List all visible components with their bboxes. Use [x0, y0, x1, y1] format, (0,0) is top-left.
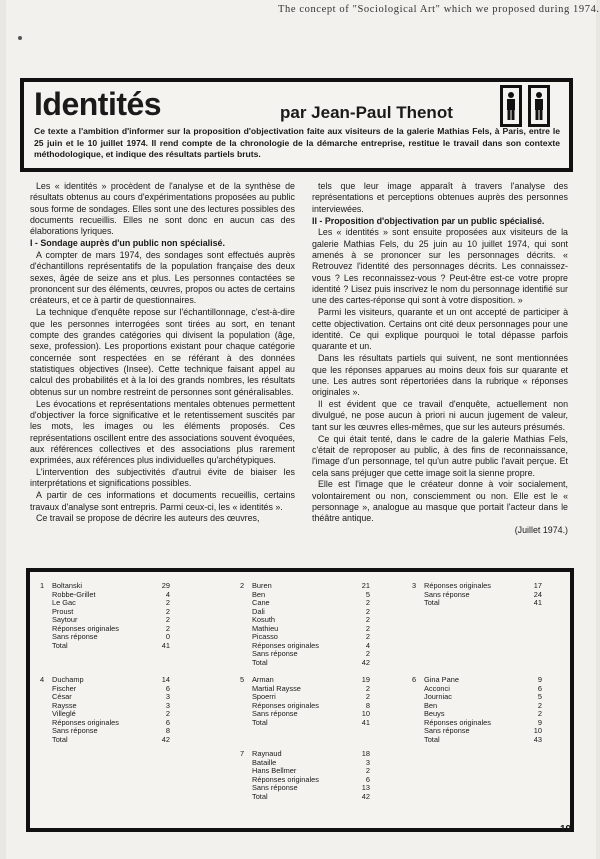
table-row-label: Sans réponse	[52, 632, 98, 642]
table-row-value: 2	[165, 598, 170, 608]
table-row-label: Beuys	[424, 709, 445, 719]
table-row-label: Mathieu	[252, 623, 279, 633]
table-row-label: Picasso	[252, 632, 278, 642]
table-row-label: Kosuth	[252, 615, 276, 625]
table-row-label: Cane	[252, 598, 270, 608]
table-row-value: 6	[165, 717, 170, 727]
results-tables	[26, 568, 574, 832]
date-note: (Juillet 1974.)	[514, 525, 568, 536]
table-row-label: Sans réponse	[252, 709, 298, 719]
table-row-value: 2	[537, 709, 542, 719]
table-row-label: Total	[252, 717, 268, 727]
table-row-label: Sans réponse	[52, 726, 98, 736]
table-row-label: Fischer	[52, 683, 77, 693]
table-row-value: 42	[361, 657, 370, 667]
table-row-value: 24	[533, 589, 542, 599]
table-row-label: Réponses originales	[52, 717, 119, 727]
table-row-label: Dali	[252, 606, 265, 616]
article-author: par Jean-Paul Thenot	[280, 103, 453, 122]
margin-dot	[18, 36, 22, 40]
table-row-label: Sans réponse	[424, 726, 470, 736]
table-row-label: Spoerri	[252, 692, 276, 702]
table-row-value: 3	[165, 700, 170, 710]
paragraph: L'intervention des subjectivités d'autrui évite de biaiser les interprétations et significations possibles.	[30, 467, 295, 489]
table-row-value: 19	[361, 675, 370, 684]
table-row-value: 9	[537, 675, 542, 684]
table-row-value: 2	[365, 766, 370, 776]
table-row-label: Acconci	[424, 683, 450, 693]
paragraph: Ce qui était tenté, dans le cadre de la galerie Mathias Fels, c'était de reproposer au public, à des fins de reconnaissance, l'image d'un personnage, tel qu'un autre public l'avait perçue. Et cela sans préjuger que cette image soit la sienne propre.	[312, 433, 568, 478]
table-row-value: 2	[365, 649, 370, 659]
paragraph: tels que leur image apparaît à travers l'analyse des représentations et perceptions obtenues auprès des personnes interviewées.	[312, 181, 568, 214]
table-row-value: 17	[533, 581, 542, 590]
table-row-value: 41	[161, 640, 170, 650]
table-row-value: 18	[361, 749, 370, 758]
table-row-value: 13	[361, 783, 370, 793]
table-row-value: 3	[365, 757, 370, 767]
table-row-value: 41	[361, 717, 370, 727]
table-row-label: Réponses originales	[52, 623, 119, 633]
table-row-value: 2	[365, 683, 370, 693]
table-row-label: Total	[52, 734, 68, 744]
table-number: 2	[240, 581, 245, 590]
table-row-label: Réponses originales	[424, 717, 491, 727]
table-row-label: Bataille	[252, 757, 277, 767]
paragraph: Les « identités » procèdent de l'analyse et de la synthèse de résultats obtenus au cours d'expérimentations proposées au public sous forme de sondages. Elles sont une des lectures possibles des documents recueillis. Elles ne sont donc en aucun cas des élaborations lyriques.	[30, 181, 295, 237]
table-row-value: 10	[533, 726, 542, 736]
person-icon	[500, 85, 522, 127]
table-row-value: 8	[365, 700, 370, 710]
paragraph: Les évocations et représentations mentales obtenues permettent d'objectiver la force significative et le retentissement suscités par les mots, les images ou les éléments proposés. Ces représentations oscillent entre des associations souvent évoquées, aux références collectives et des associations plus rarement exprimées, aux références plus individuelles qu'archétypiques.	[30, 398, 295, 466]
table-row-label: Total	[52, 640, 68, 650]
page-number: 19	[560, 824, 572, 835]
table-row-value: 29	[161, 581, 170, 590]
table-row-label: César	[52, 692, 72, 702]
table-row-label: Hans Bellmer	[252, 766, 297, 776]
table-row-value: 0	[165, 632, 170, 642]
table-row-label: Ben	[252, 589, 266, 599]
paragraph: Elle est l'image que le créateur donne à voir socialement, volontairement ou non, consciemment ou non. Elle est le « personnage », analogue au masque que portait l'acteur dans le théâtre antique.	[312, 479, 568, 524]
table-row-value: 41	[533, 598, 542, 608]
paragraph: Dans les résultats partiels qui suivent, ne sont mentionnées que les réponses apparues au moins deux fois sur quarante et une. Les autres sont répertoriées dans la rubrique « réponses originales ».	[312, 353, 568, 398]
table-row-value: 2	[165, 623, 170, 633]
top-caption: The concept of "Sociological Art" which we proposed during 1974.	[278, 4, 600, 15]
table-number: 4	[40, 675, 45, 684]
table-row-label: Buren	[252, 581, 272, 590]
table-row-value: 2	[165, 615, 170, 625]
table-row-value: 42	[161, 734, 170, 744]
table-row-value: 43	[533, 734, 542, 744]
table-row-label: Boltanski	[52, 581, 82, 590]
person-icons	[500, 85, 550, 127]
table-row-label: Sans réponse	[252, 783, 298, 793]
article-header	[20, 78, 573, 172]
table-row-value: 2	[365, 606, 370, 616]
table-row-value: 2	[537, 700, 542, 710]
paragraph: Ce travail se propose de décrire les auteurs des œuvres,	[36, 513, 260, 524]
table-row-label: Gina Pane	[424, 675, 459, 684]
table-row-value: 10	[361, 709, 370, 719]
table-row-value: 8	[165, 726, 170, 736]
table-row-value: 2	[365, 615, 370, 625]
table-row-label: Total	[424, 734, 440, 744]
section-heading: I - Sondage auprès d'un public non spécialisé.	[30, 238, 225, 249]
table-row-label: Proust	[52, 606, 74, 616]
table-row-value: 4	[365, 640, 370, 650]
paragraph: Parmi les visiteurs, quarante et un ont accepté de participer à cette objectivation. Certains ont cité deux personnages pour une identité. Ce qui explique pourquoi le total dépasse parfois quarante et un.	[312, 307, 568, 352]
table-row-value: 9	[537, 717, 542, 727]
table-row-value: 14	[161, 675, 170, 684]
table-number: 7	[240, 749, 245, 758]
table-row-label: Le Gac	[52, 598, 76, 608]
table-number: 6	[412, 675, 417, 684]
table-row-value: 2	[165, 709, 170, 719]
article-title: Identités	[34, 86, 162, 122]
table-row-label: Total	[252, 657, 268, 667]
section-heading: II - Proposition d'objectivation par un public spécialisé.	[312, 215, 545, 226]
table-row-label: Ben	[424, 700, 438, 710]
table-row-value: 3	[165, 692, 170, 702]
table-row-value: 6	[365, 774, 370, 784]
table-row-value: 6	[165, 683, 170, 693]
table-row-label: Réponses originales	[252, 700, 319, 710]
table-row-label: Arman	[252, 675, 274, 684]
table-row-label: Réponses originales	[424, 581, 491, 590]
person-icon	[528, 85, 550, 127]
table-row-label: Martial Raysse	[252, 683, 301, 693]
table-row-label: Total	[252, 791, 268, 801]
table-number: 5	[240, 675, 245, 684]
table-row-value: 6	[537, 683, 542, 693]
table-row-value: 2	[365, 623, 370, 633]
table-row-label: Raynaud	[252, 749, 282, 758]
table-row-label: Réponses originales	[252, 774, 319, 784]
paragraph: Les « identités » sont ensuite proposées aux visiteurs de la galerie Mathias Fels, du 25 juin au 10 juillet 1974, qui sont amenés à se prononcer sur les personnages décrits. « Retrouvez l'identité des personnages décrits. Les connaissez-vous ? Les reconnaissez-vous ? Peut-être est-ce votre propre identité ? Lisez puis inscrivez le nom du personnage identifié sur une des cartes-réponse qui sont à votre disposition. »	[312, 227, 568, 306]
table-row-label: Réponses originales	[252, 640, 319, 650]
table-row-label: Villeglé	[52, 709, 76, 719]
table-row-value: 2	[365, 632, 370, 642]
paragraph: A compter de mars 1974, des sondages sont effectués auprès d'échantillons représentatifs de la population française des deux sexes, âgée de seize ans et plus. Les personnes contactées se prononcent sur des éléments, œuvres, propos ou actes de certains créateurs, et ce à partir de questionnaires.	[30, 250, 295, 306]
table-number: 3	[412, 581, 417, 590]
table-row-label: Duchamp	[52, 675, 84, 684]
table-row-label: Raysse	[52, 700, 77, 710]
table-row-value: 2	[365, 598, 370, 608]
table-row-value: 2	[365, 692, 370, 702]
right-column	[312, 181, 568, 537]
paragraph: Il est évident que ce travail d'enquête, actuellement non divulgué, ne pose aucun à priori ni aucun jugement de valeur, tant sur les œuvres elles-mêmes, que sur les auteurs présumés.	[312, 399, 568, 432]
paragraph: A partir de ces informations et documents recueillis, certains travaux d'analyse sont entrepris. Parmi ceux-ci, les « identités ».	[30, 490, 295, 512]
table-row-value: 5	[537, 692, 542, 702]
table-row-label: Sans réponse	[252, 649, 298, 659]
article-intro: Ce texte a l'ambition d'informer sur la proposition d'objectivation faite aux visiteurs de la galerie Mathias Fels, à Paris, entre le 25 juin et le 10 juillet 1974. Il rend compte de la chronologie de la démarche entreprise, restitue le travail dans son contexte méthodologique, et indique des résultats partiels bruts.	[34, 126, 560, 159]
table-row-value: 2	[165, 606, 170, 616]
left-column	[30, 181, 295, 525]
table-row-label: Saytour	[52, 615, 78, 625]
table-row-label: Journiac	[424, 692, 452, 702]
table-row-value: 42	[361, 791, 370, 801]
table-row-value: 5	[365, 589, 370, 599]
table-row-value: 4	[165, 589, 170, 599]
paragraph: La technique d'enquête repose sur l'échantillonnage, c'est-à-dire que les personnes interrogées sont tirées au sort, en tenant compte des grandes catégories qui divisent la population (âge, sexe, profession). Les proportions existant pour chaque catégorie concernée sont respectées en se référant à des données statistiques objectives (Insee). Cette technique faisant appel au calcul des probabilités et à la loi des grands nombres, les résultats obtenus sur un nombre restreint de personnes sont généralisables.	[30, 307, 295, 397]
table-row-label: Robbe-Grillet	[52, 589, 96, 599]
table-row-label: Total	[424, 598, 440, 608]
table-row-value: 21	[361, 581, 370, 590]
table-row-label: Sans réponse	[424, 589, 470, 599]
table-number: 1	[40, 581, 45, 590]
